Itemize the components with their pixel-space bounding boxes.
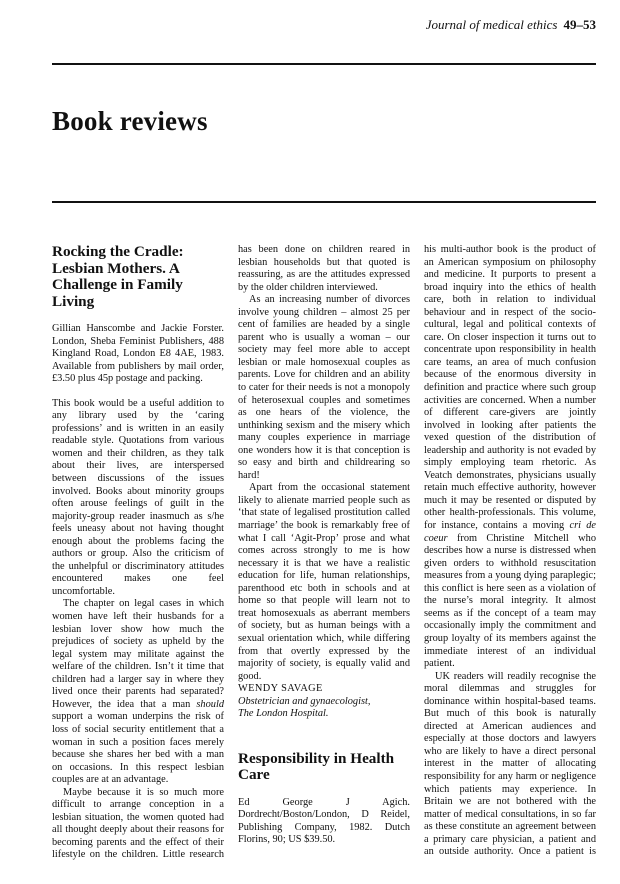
journal-name: Journal of medical ethics bbox=[425, 17, 558, 32]
review2-title: Responsibility in Health Care bbox=[238, 749, 395, 784]
review2-biblio: Ed George J Agich. Dordrecht/Boston/London, D Reidel, Publishing Company, 1982. Dutch Florins, 90; US $39.50. bbox=[238, 796, 410, 846]
running-head bbox=[426, 17, 596, 33]
review1-paragraph-5: Apart from the occasional statement likely to alienate married people such as ‘that state of legalised prostitution called marriage’ the book is remarkably free of what I call ‘Agit-Prop’ prose and what comes across strongly to me is how necessary it is that we have a realistic education for life, human relationships, parenthood etc both in schools and at home so that people will learn not to treat homosexuals as aberrant members of society, but as human beings with a sexual orientation which, while differing from that overtly expressed by the majority of society, is equally valid and good. bbox=[238, 482, 410, 682]
review1-paragraph-4: As an increasing number of divorces involve young children – almost 25 per cent of families are headed by a single parent who is usually a woman – our society may feel more able to accept lesbian or male homosexual couples as parents. Love for children and an ability to cater for their needs is not a monopoly of heterosexual couples and sometimes as one hears of the violence, the unthinking sexism and the misery which many couples experience in marriage one wonders how it is that conception is so easy and birth and childrearing so hard! bbox=[238, 294, 410, 481]
column-2 bbox=[238, 244, 410, 859]
review2-paragraph-2: UK readers will readily recognise the moral dilemmas and struggles for dominance within hospital-based teams. But much of this book is naturally directed at American audiences and especially at those doctors and lawyers who are likely to have a direct personal interest in the matter of allocating responsibility for any harm or negligence which patients may experience. In Britain we are not bothered with the matter of medical consultations, in so far as these constitute an agreement between a primary care physician, a patient and an outside authority. Once a patient is bbox=[424, 670, 596, 858]
column-3 bbox=[424, 244, 596, 859]
top-rule bbox=[52, 63, 596, 65]
review2-paragraph-1-cont: his multi-author book is the product of an American symposium on philosophy and medicine. It purports to present a broad inquiry into the ethics of health care, both in relation to individual behaviour and in respect of the socio-cultural, legal and political contexts of care. On closer inspection it turns out to concentrate upon responsibility in health care teams, an area of much confusion because of the enormous diversity in definition and practice where such group activities are concerned. When a number of different care-givers are jointly involved in looking after patients the vexed question of the distribution of leadership and authority is not evaded by simply employing team rhetoric. As Veatch demonstrates, physicians usually retain much effective authority, however much it may be resented or disputed by other health-professionals. This volume, for instance, contains a moving cri de coeur from Christine Mitchell who describes how a nurse is distressed when given orders to withhold resuscitation measures from a young dying paraplegic; this conflict is here seen as a violation of the nurse’s moral integrity. It almost seems as if the concept of a team may occasionally imply the commitment and group loyalty of its members against the immediate interest of an individual patient. bbox=[424, 244, 596, 670]
page-range: 49–53 bbox=[563, 17, 596, 32]
column-1 bbox=[52, 244, 224, 862]
section-title: Book reviews bbox=[52, 106, 208, 136]
review1-paragraph-3: Maybe because it is so much more difficult to arrange conception in a lesbian situation, the women quoted had all thought deeply about their reasons for becoming parents and the effect of their lifestyle on the children. Little research bbox=[52, 786, 224, 861]
review1-signature bbox=[238, 683, 410, 721]
reviewer-name: WENDY SAVAGE bbox=[238, 683, 323, 695]
reviewer-role: Obstetrician and gynaecologist, bbox=[238, 695, 371, 707]
section-rule bbox=[52, 201, 596, 203]
review1-biblio: Gillian Hanscombe and Jackie Forster. London, Sheba Feminist Publishers, 488 Kingland Road, London E8 4AE, 1983. Available from publishers by mail order, £3.50 plus 45p postage and packing. bbox=[52, 323, 224, 385]
review1-paragraph-1: This book would be a useful addition to any library used by the ‘caring professions’ and is written in an easily readable style. Quotations from various women and their children, as they talk about their lives, are interspersed between discussions of the issues involved. Books about minority groups often arouse feelings of guilt in the majority-group reader inasmuch as s/he feels uneasy about not having thought enough about the problems facing the authors or group. Also the criticism of the unhelpful or discriminatory attitudes encountered makes one feel uncomfortable. bbox=[52, 397, 224, 597]
review1-title: Rocking the Cradle: Lesbian Mothers. A Challenge in Family Living bbox=[52, 243, 184, 310]
reviewer-affiliation: The London Hospital. bbox=[238, 708, 329, 720]
review1-paragraph-3-cont: has been done on children reared in lesbian households but that quoted is reassuring, as are the attitudes expressed by the older children interviewed. bbox=[238, 244, 410, 293]
review1-paragraph-2: The chapter on legal cases in which women have left their husbands for a lesbian lover show how much the prejudices of society as upheld by the legal system may militate against the welfare of the children. Isn’t it time that children had a larger say in where they lived once their parents had separated? However, the idea that a man should support a woman underpins the risk of loss of social security entitlement that a woman in such a position faces merely because she shares her bed with a man on occasions. In this respect lesbian couples are at an advantage. bbox=[52, 598, 224, 786]
